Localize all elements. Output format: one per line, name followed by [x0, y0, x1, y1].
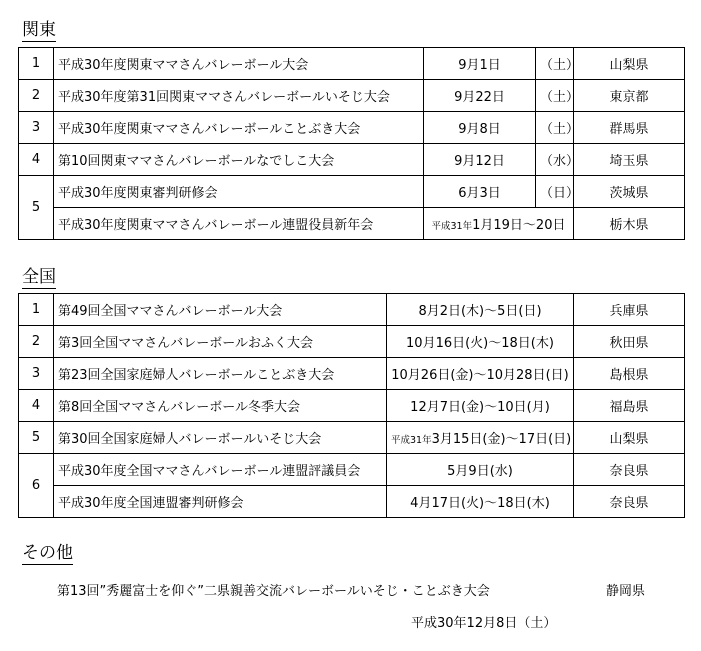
- row-number: 6: [19, 454, 54, 518]
- table-row: [19, 144, 685, 176]
- prefecture: 茨城県: [574, 176, 685, 208]
- event-date: 5月9日(水): [387, 454, 574, 486]
- prefecture: 埼玉県: [574, 144, 685, 176]
- row-number: 5: [19, 422, 54, 454]
- prefecture: 奈良県: [574, 486, 685, 518]
- event-date: [424, 208, 574, 240]
- table-row: [19, 176, 685, 208]
- event-weekday: （水）: [536, 144, 574, 176]
- event-name: 第23回全国家庭婦人バレーボールことぶき大会: [54, 358, 387, 390]
- row-number: 1: [19, 48, 54, 80]
- section-heading-other: その他: [22, 543, 73, 563]
- prefecture: 兵庫県: [574, 294, 685, 326]
- row-number: 3: [19, 358, 54, 390]
- prefecture: 山梨県: [574, 422, 685, 454]
- row-number: 3: [19, 112, 54, 144]
- event-name: 平成30年度関東ママさんバレーボール大会: [54, 48, 424, 80]
- table-row: [19, 208, 685, 240]
- prefecture: 栃木県: [574, 208, 685, 240]
- event-date: 9月22日: [424, 80, 536, 112]
- section-heading-zenkoku: 全国: [22, 267, 56, 287]
- date-range: 3月15日(金)～17日(日): [431, 432, 572, 447]
- table-row: [19, 294, 685, 326]
- kanto-table: [18, 47, 685, 240]
- date-era-prefix: 平成31年: [431, 221, 473, 232]
- event-name: 第30回全国家庭婦人バレーボールいそじ大会: [54, 422, 387, 454]
- table-row: [19, 454, 685, 486]
- event-weekday: （土）: [536, 48, 574, 80]
- event-date: 10月26日(金)～10月28日(日): [387, 358, 574, 390]
- row-number: 2: [19, 326, 54, 358]
- event-name: 平成30年度関東審判研修会: [54, 176, 424, 208]
- event-name: 平成30年度関東ママさんバレーボールことぶき大会: [54, 112, 424, 144]
- row-number: 5: [19, 176, 54, 240]
- table-row: [19, 326, 685, 358]
- table-row: [19, 48, 685, 80]
- row-number: 4: [19, 390, 54, 422]
- prefecture: 東京都: [574, 80, 685, 112]
- other-event-date: 平成30年12月8日（土）: [411, 616, 557, 631]
- event-name: 第8回全国ママさんバレーボール冬季大会: [54, 390, 387, 422]
- event-date: 4月17日(火)～18日(木): [387, 486, 574, 518]
- other-event-prefecture: 静岡県: [606, 584, 646, 599]
- other-event-name: 第13回”秀麗富士を仰ぐ”二県親善交流バレーボールいそじ・ことぶき大会: [57, 584, 490, 599]
- prefecture: 山梨県: [574, 48, 685, 80]
- event-date: 9月8日: [424, 112, 536, 144]
- prefecture: 秋田県: [574, 326, 685, 358]
- event-name: 第3回全国ママさんバレーボールおふく大会: [54, 326, 387, 358]
- event-name: 第49回全国ママさんバレーボール大会: [54, 294, 387, 326]
- date-era-prefix: 平成31年: [391, 435, 432, 446]
- event-weekday: （土）: [536, 112, 574, 144]
- event-date: 9月1日: [424, 48, 536, 80]
- row-number: 4: [19, 144, 54, 176]
- event-date: [387, 422, 574, 454]
- event-date: 12月7日(金)～10日(月): [387, 390, 574, 422]
- event-date: 10月16日(火)～18日(木): [387, 326, 574, 358]
- prefecture: 群馬県: [574, 112, 685, 144]
- table-row: [19, 390, 685, 422]
- event-name: 第10回関東ママさんバレーボールなでしこ大会: [54, 144, 424, 176]
- table-row: [19, 80, 685, 112]
- event-weekday: （日）: [536, 176, 574, 208]
- event-date: 8月2日(木)～5日(日): [387, 294, 574, 326]
- table-row: [19, 358, 685, 390]
- table-row: [19, 422, 685, 454]
- event-name: 平成30年度全国連盟審判研修会: [54, 486, 387, 518]
- prefecture: 福島県: [574, 390, 685, 422]
- event-date: 9月12日: [424, 144, 536, 176]
- zenkoku-table: [18, 293, 685, 518]
- event-name: 平成30年度第31回関東ママさんバレーボールいそじ大会: [54, 80, 424, 112]
- section-heading-kanto: 関東: [22, 20, 56, 40]
- prefecture: 奈良県: [574, 454, 685, 486]
- table-row: [19, 112, 685, 144]
- event-name: 平成30年度関東ママさんバレーボール連盟役員新年会: [54, 208, 424, 240]
- event-date: 6月3日: [424, 176, 536, 208]
- prefecture: 島根県: [574, 358, 685, 390]
- row-number: 1: [19, 294, 54, 326]
- date-range: 1月19日～20日: [472, 218, 566, 233]
- event-name: 平成30年度全国ママさんバレーボール連盟評議員会: [54, 454, 387, 486]
- row-number: 2: [19, 80, 54, 112]
- event-weekday: （土）: [536, 80, 574, 112]
- table-row: [19, 486, 685, 518]
